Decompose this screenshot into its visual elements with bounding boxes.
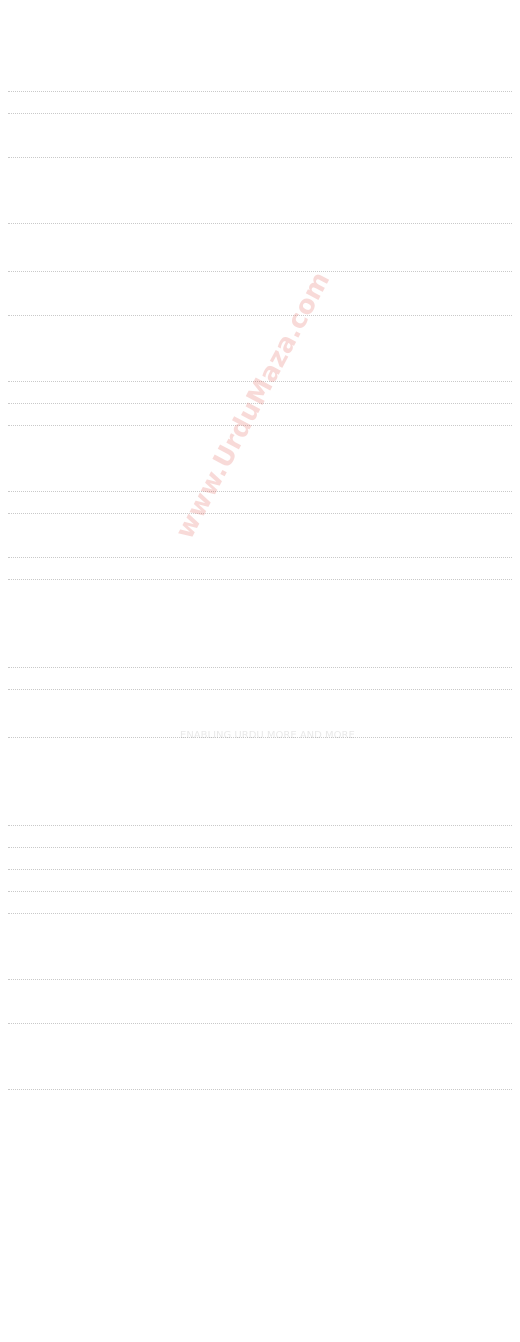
paragraph	[8, 114, 512, 158]
article-body	[8, 48, 512, 1090]
paragraph	[8, 1024, 512, 1090]
paragraph	[8, 914, 512, 980]
paragraph	[8, 158, 512, 224]
paragraph	[8, 426, 512, 492]
paragraph	[8, 92, 512, 114]
paragraph	[8, 514, 512, 558]
paragraph	[8, 980, 512, 1024]
paragraph	[8, 48, 512, 92]
paragraph	[8, 580, 512, 668]
paragraph	[8, 404, 512, 426]
paragraph	[8, 848, 512, 870]
paragraph	[8, 892, 512, 914]
paragraph	[8, 382, 512, 404]
paragraph	[8, 870, 512, 892]
watermark-text: www.UrduMaza.com	[170, 267, 337, 545]
paragraph	[8, 668, 512, 690]
paragraph	[8, 826, 512, 848]
emphasis-paragraph	[8, 224, 512, 272]
article-title	[8, 10, 512, 44]
paragraph	[8, 738, 512, 826]
paragraph	[8, 272, 512, 316]
emphasis-paragraph	[8, 690, 512, 738]
paragraph	[8, 492, 512, 514]
watermark-tagline: ENABLING URDU MORE AND MORE	[180, 730, 355, 741]
paragraph	[8, 316, 512, 382]
paragraph	[8, 558, 512, 580]
